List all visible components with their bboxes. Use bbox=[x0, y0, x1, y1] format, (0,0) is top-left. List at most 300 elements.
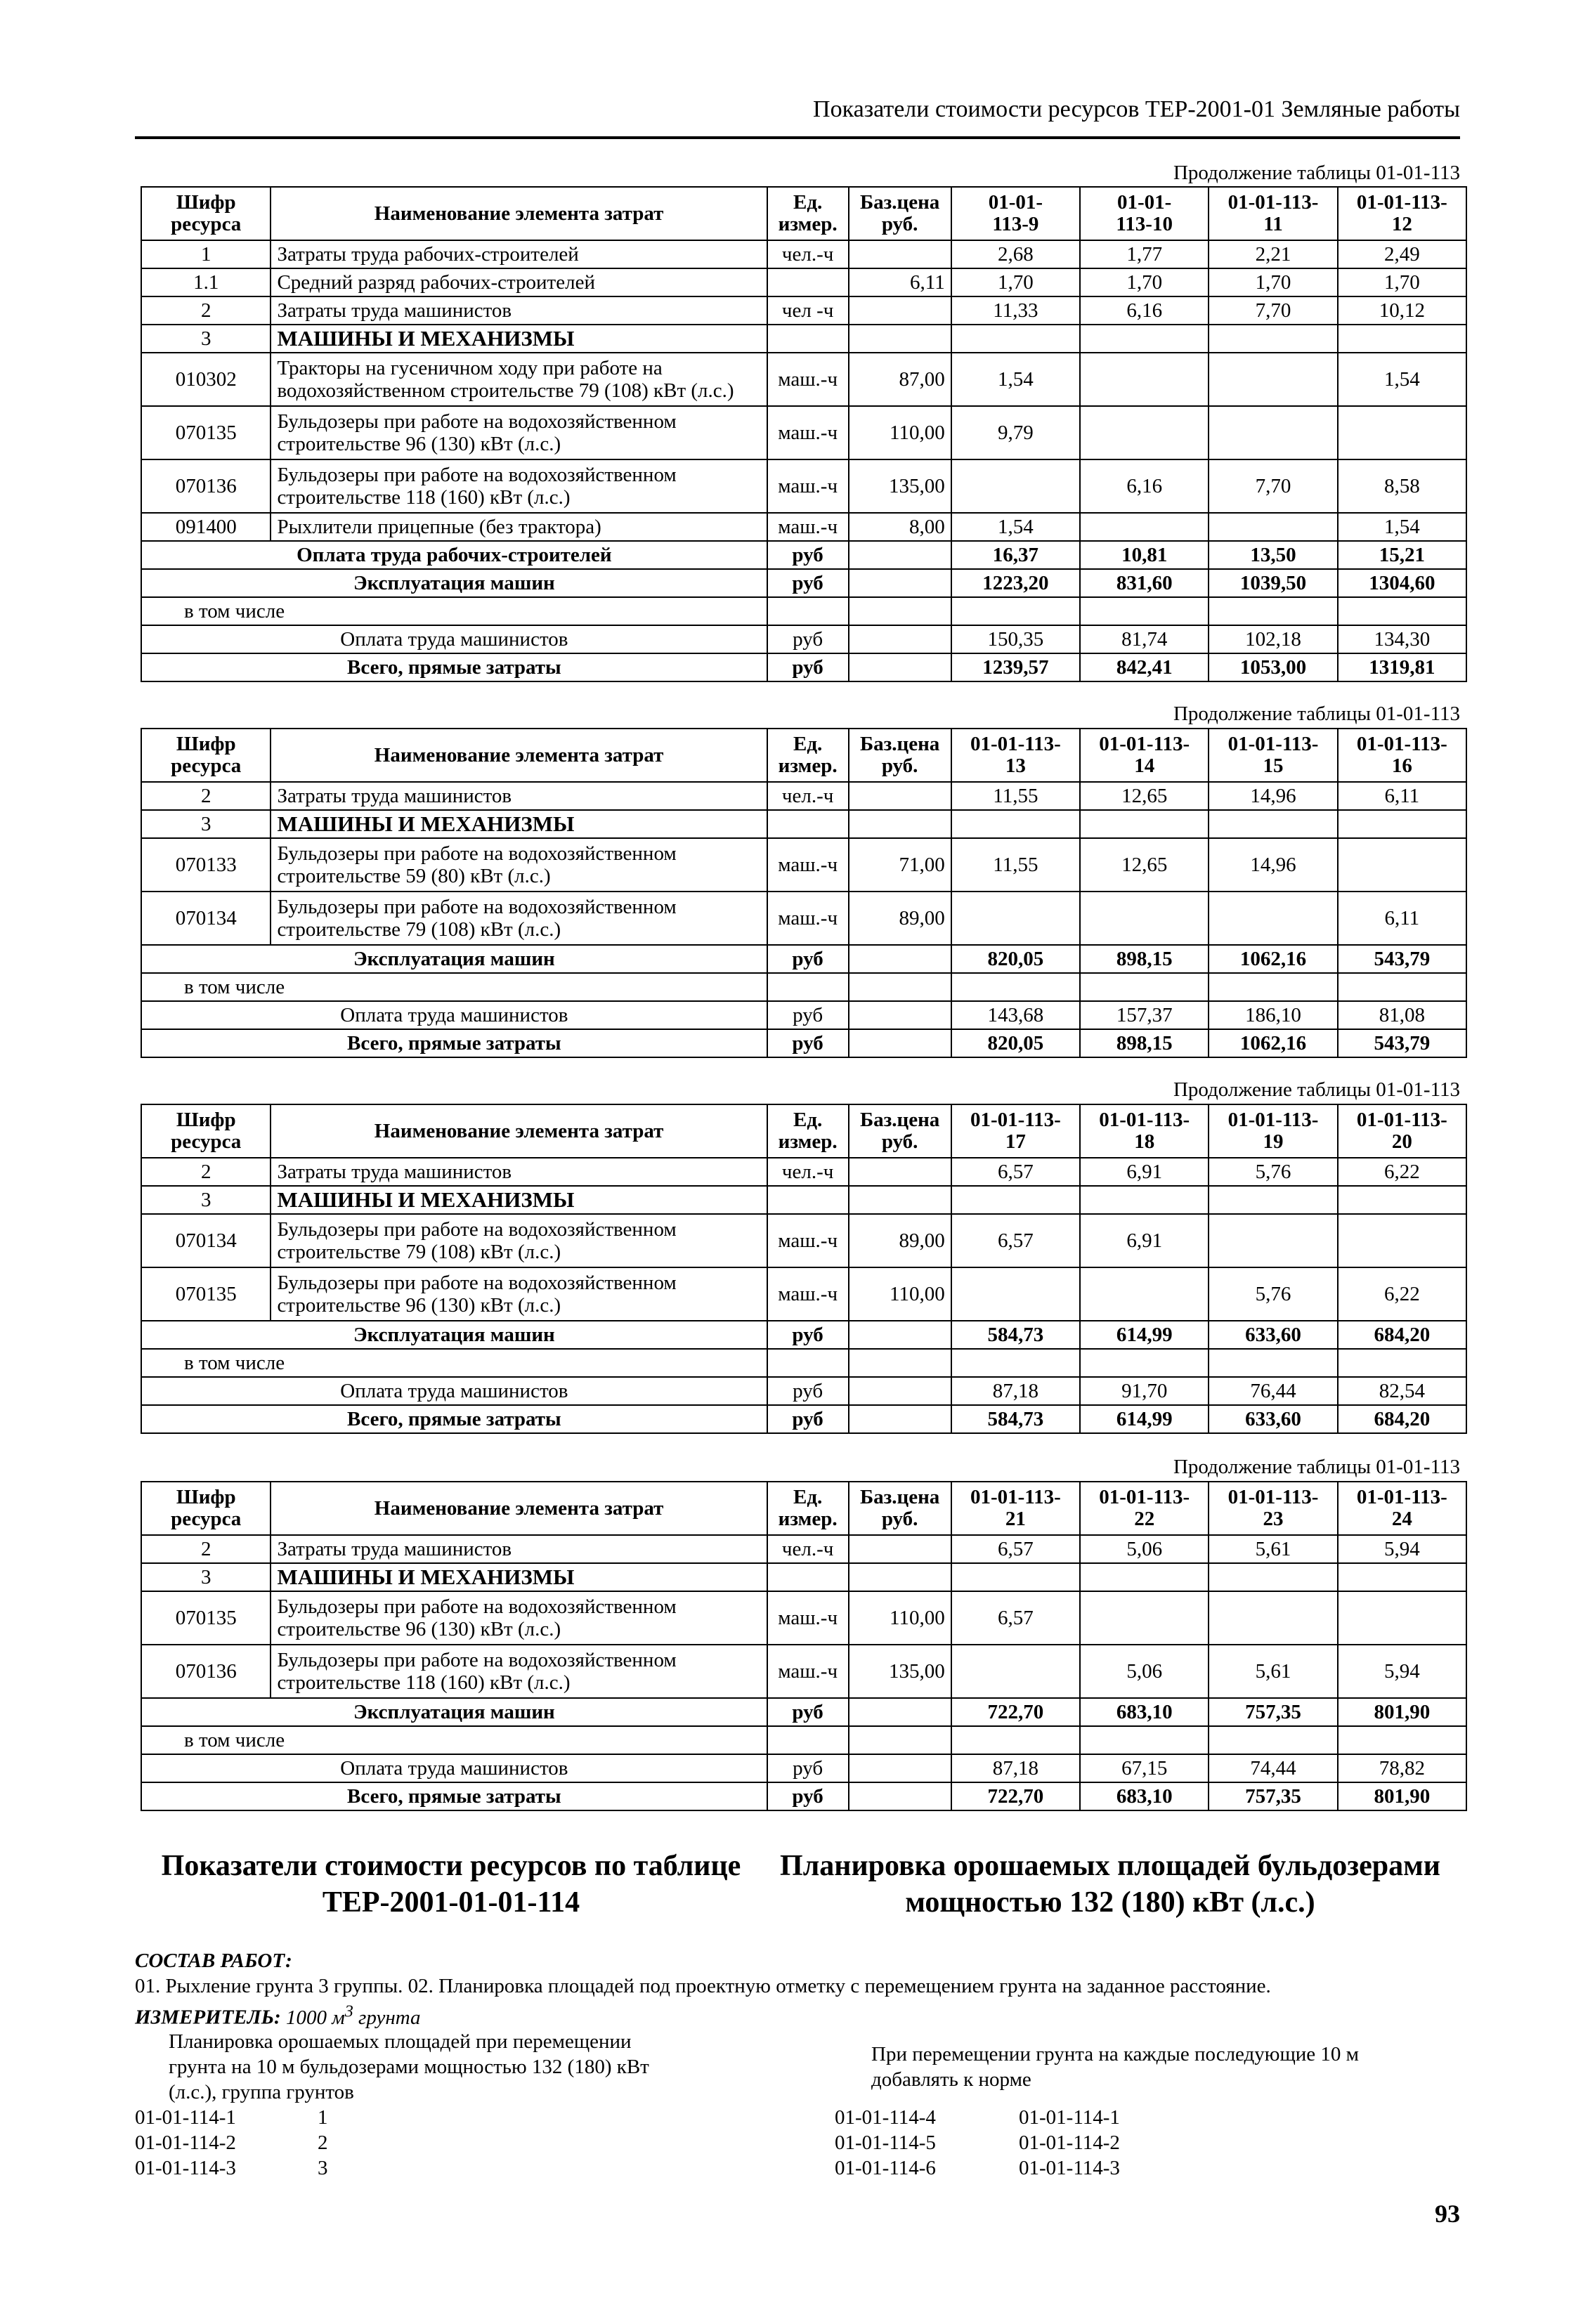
header-name: Наименование элемента затрат bbox=[271, 729, 767, 782]
cell-value: 9,79 bbox=[951, 406, 1080, 459]
section-title-left-line1: Показатели стоимости ресурсов по таблице bbox=[161, 1850, 741, 1882]
cell-unit: маш.-ч bbox=[767, 406, 849, 459]
table-row bbox=[141, 1267, 1466, 1321]
totals-value: 1304,60 bbox=[1338, 569, 1466, 597]
sostav-label: СОСТАВ РАБОТ: bbox=[135, 1950, 292, 1972]
table-row bbox=[141, 810, 1466, 838]
totals-value: 683,10 bbox=[1080, 1698, 1209, 1726]
header-price bbox=[849, 187, 951, 240]
cell-code: 070134 bbox=[141, 892, 271, 945]
cell-price: 135,00 bbox=[849, 1645, 951, 1698]
code: 01-01-114-2 bbox=[135, 2132, 236, 2154]
totals-price bbox=[849, 1001, 951, 1029]
header-norm-code-line: 01-01-113- bbox=[1099, 1109, 1190, 1131]
cell-value bbox=[1080, 353, 1209, 406]
totals-value: 722,70 bbox=[951, 1698, 1080, 1726]
totals-price bbox=[849, 945, 951, 973]
table-row bbox=[141, 892, 1466, 945]
cell-value: 2,49 bbox=[1338, 240, 1466, 268]
header-unit-line: Ед. bbox=[793, 733, 823, 755]
totals-price bbox=[849, 1349, 951, 1377]
cell-value: 5,06 bbox=[1080, 1535, 1209, 1563]
totals-value: 91,70 bbox=[1080, 1377, 1209, 1405]
cell-code: 1.1 bbox=[141, 268, 271, 296]
table-row bbox=[141, 1214, 1466, 1267]
cell-value: 12,65 bbox=[1080, 782, 1209, 810]
header-code bbox=[141, 1482, 271, 1535]
totals-value: 722,70 bbox=[951, 1782, 1080, 1810]
totals-label: в том числе bbox=[141, 1726, 767, 1754]
totals-label: Оплата труда рабочих-строителей bbox=[141, 541, 767, 569]
cell-value: 8,58 bbox=[1338, 459, 1466, 513]
header-code bbox=[141, 187, 271, 240]
cell-value: 5,76 bbox=[1209, 1158, 1337, 1186]
header-unit-line: Ед. bbox=[793, 1486, 823, 1508]
table-row bbox=[141, 1158, 1466, 1186]
cell-name: Рыхлители прицепные (без трактора) bbox=[271, 513, 767, 541]
cell-value: 6,57 bbox=[951, 1158, 1080, 1186]
totals-value: 842,41 bbox=[1080, 653, 1209, 681]
cell-name: Бульдозеры при работе на водохозяйственном строительстве 59 (80) кВт (л.с.) bbox=[271, 838, 767, 892]
header-norm-code-line: 01-01- bbox=[1117, 191, 1172, 214]
totals-row bbox=[141, 1405, 1466, 1433]
header-unit-line: измер. bbox=[778, 1130, 838, 1153]
totals-value: 87,18 bbox=[951, 1377, 1080, 1405]
table-row bbox=[141, 325, 1466, 353]
header-norm-code-line: 19 bbox=[1263, 1130, 1284, 1153]
totals-value bbox=[951, 973, 1080, 1001]
totals-price bbox=[849, 973, 951, 1001]
cell-name: Тракторы на гусеничном ходу при работе на водохозяйственном строительстве 79 (108) кВт (л.с.) bbox=[271, 353, 767, 406]
cell-value bbox=[951, 1186, 1080, 1214]
header-unit-line: измер. bbox=[778, 755, 838, 777]
totals-row bbox=[141, 541, 1466, 569]
cell-value bbox=[1080, 1186, 1209, 1214]
cell-name: Затраты труда машинистов bbox=[271, 1158, 767, 1186]
soil-group: 1 bbox=[318, 2106, 328, 2129]
code: 01-01-114-1 bbox=[135, 2106, 236, 2129]
cell-price: 6,11 bbox=[849, 268, 951, 296]
cell-name: Затраты труда машинистов bbox=[271, 296, 767, 325]
cell-name: Бульдозеры при работе на водохозяйственном строительстве 96 (130) кВт (л.с.) bbox=[271, 406, 767, 459]
cell-price bbox=[849, 1563, 951, 1591]
cell-value bbox=[951, 892, 1080, 945]
cell-unit: чел -ч bbox=[767, 296, 849, 325]
totals-label: Эксплуатация машин bbox=[141, 945, 767, 973]
cell-unit bbox=[767, 325, 849, 353]
header-norm-code-line: 13 bbox=[1005, 755, 1026, 777]
header-code-line: ресурса bbox=[171, 755, 242, 777]
cell-name: Бульдозеры при работе на водохозяйственном строительстве 96 (130) кВт (л.с.) bbox=[271, 1267, 767, 1321]
table-header-row bbox=[141, 1104, 1466, 1158]
cell-name: МАШИНЫ И МЕХАНИЗМЫ bbox=[271, 1563, 767, 1591]
cell-value: 6,16 bbox=[1080, 296, 1209, 325]
table-row bbox=[141, 1645, 1466, 1698]
cell-value: 7,70 bbox=[1209, 459, 1337, 513]
totals-value: 757,35 bbox=[1209, 1698, 1337, 1726]
header-code-line: ресурса bbox=[171, 213, 242, 235]
cell-code: 010302 bbox=[141, 353, 271, 406]
header-norm-code-line: 17 bbox=[1005, 1130, 1026, 1153]
totals-price bbox=[849, 569, 951, 597]
cell-code: 2 bbox=[141, 296, 271, 325]
cell-value bbox=[1338, 1214, 1466, 1267]
totals-unit: руб bbox=[767, 1698, 849, 1726]
totals-value: 16,37 bbox=[951, 541, 1080, 569]
table-continuation-label: Продолжение таблицы 01-01-113 bbox=[1173, 703, 1460, 725]
code: 01-01-114-3 bbox=[135, 2157, 236, 2179]
totals-unit: руб bbox=[767, 1321, 849, 1349]
totals-row bbox=[141, 653, 1466, 681]
header-code-line: ресурса bbox=[171, 1130, 242, 1153]
cell-value bbox=[1209, 810, 1337, 838]
totals-value: 1062,16 bbox=[1209, 945, 1337, 973]
cell-value bbox=[951, 459, 1080, 513]
header-norm-code bbox=[1338, 1104, 1466, 1158]
header-norm-code bbox=[951, 1104, 1080, 1158]
totals-price bbox=[849, 1726, 951, 1754]
header-code-line: Шифр bbox=[176, 1486, 236, 1508]
totals-value: 898,15 bbox=[1080, 945, 1209, 973]
cell-name: Затраты труда машинистов bbox=[271, 1535, 767, 1563]
header-unit bbox=[767, 1104, 849, 1158]
cell-value: 14,96 bbox=[1209, 838, 1337, 892]
cell-name: Бульдозеры при работе на водохозяйственном строительстве 79 (108) кВт (л.с.) bbox=[271, 892, 767, 945]
totals-value: 78,82 bbox=[1338, 1754, 1466, 1782]
cell-value: 1,54 bbox=[951, 513, 1080, 541]
header-norm-code-line: 11 bbox=[1263, 213, 1283, 235]
cell-name: Затраты труда машинистов bbox=[271, 782, 767, 810]
header-name: Наименование элемента затрат bbox=[271, 1482, 767, 1535]
totals-value bbox=[1209, 1349, 1337, 1377]
section-title-right bbox=[759, 1848, 1461, 1921]
header-norm-code bbox=[1209, 1482, 1337, 1535]
cell-value: 1,77 bbox=[1080, 240, 1209, 268]
totals-label: Всего, прямые затраты bbox=[141, 1405, 767, 1433]
header-norm-code-line: 22 bbox=[1134, 1508, 1155, 1530]
header-price-line: руб. bbox=[881, 1130, 918, 1153]
cell-price: 89,00 bbox=[849, 892, 951, 945]
totals-label: в том числе bbox=[141, 1349, 767, 1377]
header-norm-code-line: 01-01- bbox=[988, 191, 1043, 214]
cell-unit: чел.-ч bbox=[767, 1535, 849, 1563]
totals-row bbox=[141, 1782, 1466, 1810]
totals-row bbox=[141, 1698, 1466, 1726]
cell-unit: маш.-ч bbox=[767, 353, 849, 406]
header-norm-code-line: 21 bbox=[1005, 1508, 1026, 1530]
header-norm-code bbox=[1338, 1482, 1466, 1535]
cell-value bbox=[1338, 838, 1466, 892]
cell-value bbox=[1080, 1267, 1209, 1321]
header-norm-code-line: 01-01-113- bbox=[1356, 1486, 1447, 1508]
izmeritel bbox=[135, 1999, 1271, 2030]
header-norm-code bbox=[1209, 1104, 1337, 1158]
totals-value bbox=[951, 1726, 1080, 1754]
cell-unit: маш.-ч bbox=[767, 1267, 849, 1321]
resource-table bbox=[141, 728, 1467, 1058]
header-norm-code bbox=[1080, 187, 1209, 240]
totals-value: 150,35 bbox=[951, 625, 1080, 653]
totals-price bbox=[849, 1754, 951, 1782]
cell-value: 6,11 bbox=[1338, 782, 1466, 810]
cell-value: 5,94 bbox=[1338, 1535, 1466, 1563]
cell-value bbox=[1209, 513, 1337, 541]
totals-unit: руб bbox=[767, 1782, 849, 1810]
cell-value bbox=[951, 810, 1080, 838]
cell-value bbox=[1338, 406, 1466, 459]
header-norm-code-line: 01-01-113- bbox=[970, 1109, 1061, 1131]
cell-code: 070135 bbox=[141, 406, 271, 459]
header-norm-code bbox=[1080, 1104, 1209, 1158]
cell-price bbox=[849, 810, 951, 838]
totals-row bbox=[141, 1321, 1466, 1349]
left-desc-line: грунта на 10 м бульдозерами мощностью 132 (180) кВт bbox=[169, 2056, 649, 2078]
table-row bbox=[141, 459, 1466, 513]
header-norm-code-line: 15 bbox=[1263, 755, 1284, 777]
totals-row bbox=[141, 1726, 1466, 1754]
cell-value: 12,65 bbox=[1080, 838, 1209, 892]
totals-row bbox=[141, 1001, 1466, 1029]
totals-label: в том числе bbox=[141, 973, 767, 1001]
totals-value bbox=[1338, 597, 1466, 625]
totals-value: 102,18 bbox=[1209, 625, 1337, 653]
running-header: Показатели стоимости ресурсов ТЕР-2001-01 Земляные работы bbox=[135, 94, 1460, 139]
header-code-line: Шифр bbox=[176, 1109, 236, 1131]
header-price-line: Баз.цена bbox=[859, 733, 940, 755]
cell-value: 6,57 bbox=[951, 1535, 1080, 1563]
cell-unit bbox=[767, 1563, 849, 1591]
totals-value: 81,74 bbox=[1080, 625, 1209, 653]
totals-value bbox=[1338, 973, 1466, 1001]
table-row bbox=[141, 406, 1466, 459]
table-row bbox=[141, 268, 1466, 296]
cell-unit bbox=[767, 810, 849, 838]
totals-unit bbox=[767, 597, 849, 625]
cell-price bbox=[849, 1158, 951, 1186]
resource-table bbox=[141, 1481, 1467, 1811]
totals-value: 543,79 bbox=[1338, 1029, 1466, 1057]
cell-name: Затраты труда рабочих-строителей bbox=[271, 240, 767, 268]
totals-price bbox=[849, 625, 951, 653]
table-continuation-label: Продолжение таблицы 01-01-113 bbox=[1173, 1456, 1460, 1478]
cell-value: 6,11 bbox=[1338, 892, 1466, 945]
totals-price bbox=[849, 1029, 951, 1057]
header-price-line: Баз.цена bbox=[859, 1486, 940, 1508]
totals-unit bbox=[767, 1726, 849, 1754]
header-code-line: Шифр bbox=[176, 191, 236, 214]
cell-value: 1,54 bbox=[1338, 353, 1466, 406]
totals-label: в том числе bbox=[141, 597, 767, 625]
page-number: 93 bbox=[1435, 2200, 1460, 2228]
cell-code: 2 bbox=[141, 1158, 271, 1186]
cell-value: 1,70 bbox=[1080, 268, 1209, 296]
totals-value bbox=[1080, 597, 1209, 625]
cell-code: 091400 bbox=[141, 513, 271, 541]
cell-unit bbox=[767, 268, 849, 296]
cell-name: Бульдозеры при работе на водохозяйственном строительстве 96 (130) кВт (л.с.) bbox=[271, 1591, 767, 1645]
header-price-line: Баз.цена bbox=[859, 191, 940, 214]
totals-row bbox=[141, 1754, 1466, 1782]
cell-price bbox=[849, 296, 951, 325]
totals-value: 633,60 bbox=[1209, 1321, 1337, 1349]
header-norm-code-line: 01-01-113- bbox=[970, 733, 1061, 755]
totals-value bbox=[1080, 1726, 1209, 1754]
work-composition bbox=[135, 1948, 1271, 2030]
totals-label: Оплата труда машинистов bbox=[141, 1754, 767, 1782]
cell-code: 070136 bbox=[141, 459, 271, 513]
cell-name: Бульдозеры при работе на водохозяйственном строительстве 118 (160) кВт (л.с.) bbox=[271, 459, 767, 513]
header-norm-code-line: 16 bbox=[1391, 755, 1412, 777]
header-name: Наименование элемента затрат bbox=[271, 187, 767, 240]
totals-value: 134,30 bbox=[1338, 625, 1466, 653]
totals-value: 633,60 bbox=[1209, 1405, 1337, 1433]
table-row bbox=[141, 240, 1466, 268]
totals-unit: руб bbox=[767, 653, 849, 681]
soil-group: 2 bbox=[318, 2132, 328, 2154]
totals-price bbox=[849, 1405, 951, 1433]
table-row bbox=[141, 296, 1466, 325]
totals-row bbox=[141, 569, 1466, 597]
table-row bbox=[141, 1591, 1466, 1645]
cell-value bbox=[1209, 406, 1337, 459]
totals-value: 1039,50 bbox=[1209, 569, 1337, 597]
cell-value: 1,54 bbox=[1338, 513, 1466, 541]
totals-value: 831,60 bbox=[1080, 569, 1209, 597]
cell-price: 110,00 bbox=[849, 1591, 951, 1645]
totals-unit: руб bbox=[767, 541, 849, 569]
cell-unit: маш.-ч bbox=[767, 459, 849, 513]
totals-value: 898,15 bbox=[1080, 1029, 1209, 1057]
header-price-line: руб. bbox=[881, 213, 918, 235]
header-norm-code bbox=[1080, 1482, 1209, 1535]
totals-value bbox=[1338, 1726, 1466, 1754]
cell-name: МАШИНЫ И МЕХАНИЗМЫ bbox=[271, 1186, 767, 1214]
cell-value: 2,68 bbox=[951, 240, 1080, 268]
header-norm-code-line: 12 bbox=[1391, 213, 1412, 235]
resource-table bbox=[141, 186, 1467, 682]
totals-value: 683,10 bbox=[1080, 1782, 1209, 1810]
header-unit bbox=[767, 729, 849, 782]
cell-price: 8,00 bbox=[849, 513, 951, 541]
cell-value: 11,33 bbox=[951, 296, 1080, 325]
cell-value bbox=[951, 325, 1080, 353]
header-norm-code-line: 113-9 bbox=[992, 213, 1039, 235]
cell-value bbox=[1338, 1591, 1466, 1645]
cell-name: Средний разряд рабочих-строителей bbox=[271, 268, 767, 296]
table-row bbox=[141, 1186, 1466, 1214]
totals-price bbox=[849, 597, 951, 625]
totals-value: 684,20 bbox=[1338, 1405, 1466, 1433]
cell-value: 11,55 bbox=[951, 782, 1080, 810]
cell-name: Бульдозеры при работе на водохозяйственном строительстве 79 (108) кВт (л.с.) bbox=[271, 1214, 767, 1267]
totals-value: 186,10 bbox=[1209, 1001, 1337, 1029]
header-norm-code-line: 01-01-113- bbox=[970, 1486, 1061, 1508]
totals-unit: руб bbox=[767, 625, 849, 653]
header-price-line: руб. bbox=[881, 755, 918, 777]
table-row bbox=[141, 1563, 1466, 1591]
cell-value bbox=[1080, 810, 1209, 838]
cell-value bbox=[951, 1267, 1080, 1321]
totals-value: 543,79 bbox=[1338, 945, 1466, 973]
totals-value bbox=[951, 1349, 1080, 1377]
header-norm-code bbox=[1209, 729, 1337, 782]
cell-value bbox=[1209, 892, 1337, 945]
totals-label: Оплата труда машинистов bbox=[141, 625, 767, 653]
totals-value: 820,05 bbox=[951, 1029, 1080, 1057]
totals-unit: руб bbox=[767, 569, 849, 597]
totals-label: Оплата труда машинистов bbox=[141, 1001, 767, 1029]
cell-price bbox=[849, 1535, 951, 1563]
izmeritel-label: ИЗМЕРИТЕЛЬ: bbox=[135, 2006, 281, 2029]
header-norm-code bbox=[951, 1482, 1080, 1535]
totals-value: 1239,57 bbox=[951, 653, 1080, 681]
header-unit bbox=[767, 1482, 849, 1535]
totals-value: 1319,81 bbox=[1338, 653, 1466, 681]
cell-value bbox=[1080, 406, 1209, 459]
cell-value bbox=[951, 1645, 1080, 1698]
header-norm-code-line: 01-01-113- bbox=[1227, 191, 1319, 214]
header-norm-code-line: 24 bbox=[1391, 1508, 1412, 1530]
cell-value: 6,16 bbox=[1080, 459, 1209, 513]
cell-name: МАШИНЫ И МЕХАНИЗМЫ bbox=[271, 325, 767, 353]
cell-value: 6,91 bbox=[1080, 1214, 1209, 1267]
totals-value bbox=[1209, 1726, 1337, 1754]
totals-value: 584,73 bbox=[951, 1321, 1080, 1349]
header-norm-code-line: 113-10 bbox=[1116, 213, 1173, 235]
cell-value: 10,12 bbox=[1338, 296, 1466, 325]
cell-value bbox=[1209, 353, 1337, 406]
table-row bbox=[141, 838, 1466, 892]
section-title-left bbox=[135, 1848, 767, 1921]
cell-value bbox=[1080, 325, 1209, 353]
totals-value: 82,54 bbox=[1338, 1377, 1466, 1405]
totals-value: 157,37 bbox=[1080, 1001, 1209, 1029]
resource-table bbox=[141, 1104, 1467, 1434]
header-norm-code-line: 01-01-113- bbox=[1227, 1109, 1319, 1131]
totals-value: 801,90 bbox=[1338, 1698, 1466, 1726]
cell-unit: маш.-ч bbox=[767, 892, 849, 945]
totals-label: Эксплуатация машин bbox=[141, 569, 767, 597]
left-desc-line: Планировка орошаемых площадей при перемещении bbox=[169, 2030, 632, 2053]
cell-code: 2 bbox=[141, 1535, 271, 1563]
totals-value bbox=[951, 597, 1080, 625]
cell-value bbox=[1209, 1214, 1337, 1267]
totals-label: Эксплуатация машин bbox=[141, 1698, 767, 1726]
code: 01-01-114-4 bbox=[835, 2106, 936, 2129]
header-code-line: ресурса bbox=[171, 1508, 242, 1530]
cell-unit: маш.-ч bbox=[767, 1214, 849, 1267]
cell-unit: маш.-ч bbox=[767, 838, 849, 892]
header-price-line: руб. bbox=[881, 1508, 918, 1530]
cell-value bbox=[1209, 1186, 1337, 1214]
cell-unit: чел.-ч bbox=[767, 240, 849, 268]
cell-value bbox=[1080, 513, 1209, 541]
header-norm-code bbox=[951, 187, 1080, 240]
cell-value bbox=[1338, 1186, 1466, 1214]
code: 01-01-114-6 bbox=[835, 2157, 936, 2179]
header-norm-code-line: 14 bbox=[1134, 755, 1155, 777]
cell-value bbox=[1338, 325, 1466, 353]
cell-value bbox=[1209, 1591, 1337, 1645]
header-name: Наименование элемента затрат bbox=[271, 1104, 767, 1158]
totals-value: 81,08 bbox=[1338, 1001, 1466, 1029]
header-price bbox=[849, 1482, 951, 1535]
totals-unit bbox=[767, 1349, 849, 1377]
table-row bbox=[141, 513, 1466, 541]
totals-price bbox=[849, 541, 951, 569]
totals-value: 87,18 bbox=[951, 1754, 1080, 1782]
totals-value: 76,44 bbox=[1209, 1377, 1337, 1405]
